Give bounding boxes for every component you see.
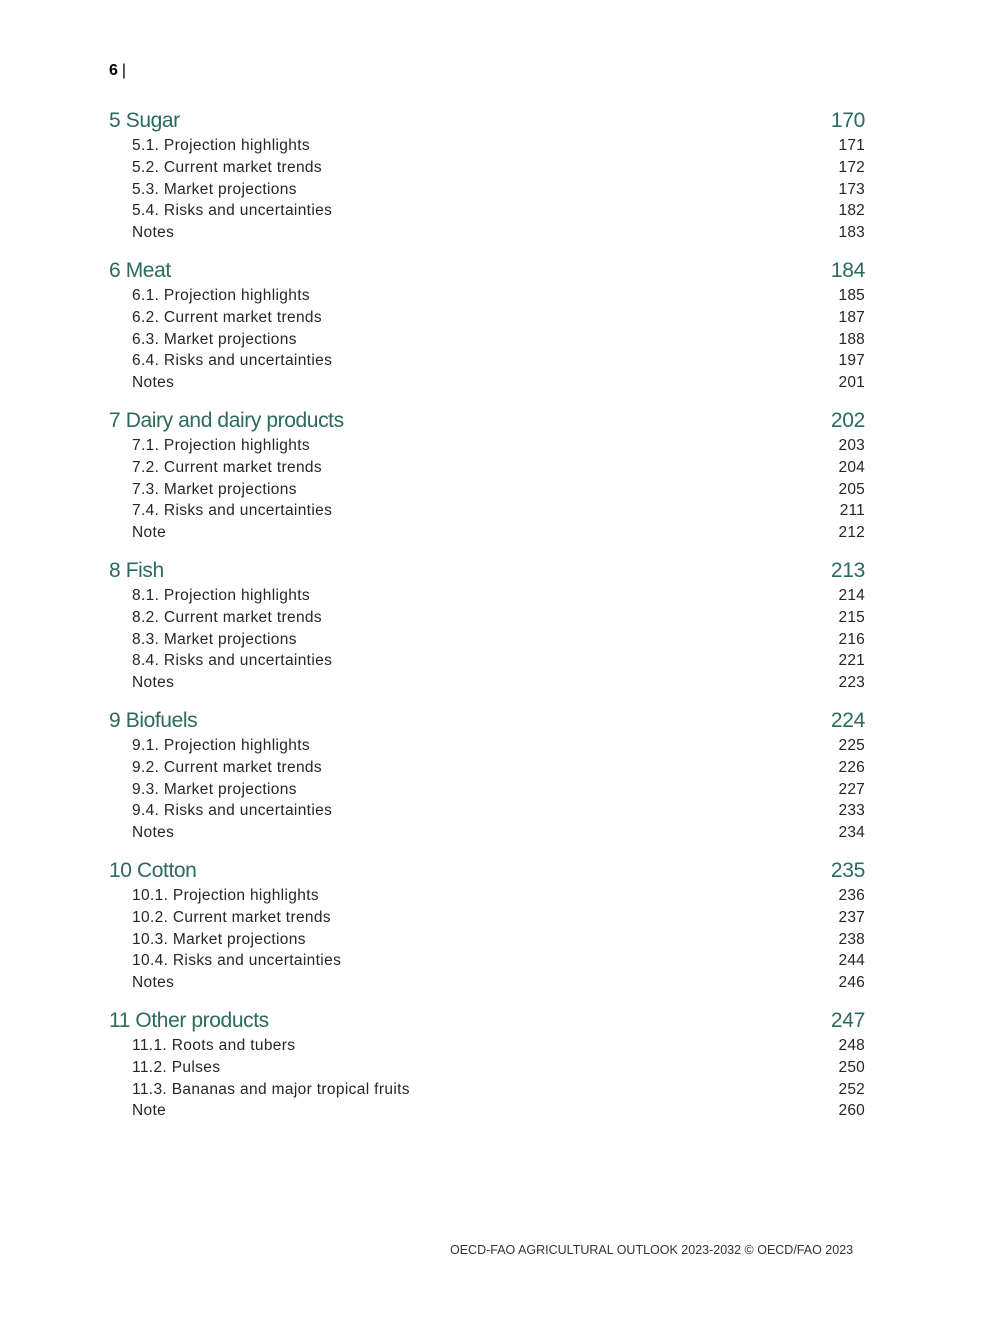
- chapter-heading[interactable]: [109, 106, 865, 135]
- toc-entry[interactable]: [109, 735, 865, 757]
- entry-label: Notes: [132, 374, 175, 392]
- entry-label: 10.4. Risks and uncertainties: [132, 952, 342, 970]
- entry-label: 7.4. Risks and uncertainties: [132, 502, 333, 520]
- toc-chapter: [109, 1006, 865, 1122]
- page-number-value: 6: [109, 62, 118, 79]
- entry-page-number: 221: [838, 652, 865, 670]
- chapter-title: 8 Fish: [109, 558, 164, 582]
- entry-label: Notes: [132, 224, 175, 242]
- entry-label: 6.4. Risks and uncertainties: [132, 352, 333, 370]
- toc-entry[interactable]: [109, 500, 865, 522]
- entry-label: 11.2. Pulses: [132, 1058, 221, 1076]
- entry-label: 10.2. Current market trends: [132, 908, 331, 926]
- entry-label: 8.4. Risks and uncertainties: [132, 652, 333, 670]
- toc-entry[interactable]: [109, 222, 865, 244]
- entry-page-number: 188: [838, 330, 865, 348]
- entry-label: 8.3. Market projections: [132, 630, 297, 648]
- page-footer: OECD-FAO AGRICULTURAL OUTLOOK 2023-2032 © OECD/FAO 2023: [450, 1243, 854, 1257]
- entry-page-number: 246: [838, 974, 865, 992]
- entry-label: Notes: [132, 974, 175, 992]
- entry-label: 5.4. Risks and uncertainties: [132, 202, 333, 220]
- chapter-page-number: 247: [830, 1008, 865, 1032]
- entry-label: 6.1. Projection highlights: [132, 286, 310, 304]
- toc-entry[interactable]: [109, 479, 865, 501]
- table-of-contents: [109, 106, 865, 1134]
- entry-label: 9.2. Current market trends: [132, 758, 323, 776]
- entry-page-number: 215: [838, 608, 865, 626]
- entry-page-number: 250: [838, 1058, 865, 1076]
- entry-page-number: 204: [838, 458, 865, 476]
- toc-entry[interactable]: [109, 1035, 865, 1057]
- page-number-separator: |: [121, 62, 127, 79]
- entry-label: 7.1. Projection highlights: [132, 436, 310, 454]
- entry-label: 5.1. Projection highlights: [132, 137, 310, 154]
- toc-entry[interactable]: [109, 435, 865, 457]
- chapter-page-number: 235: [830, 858, 865, 882]
- entry-page-number: 226: [838, 758, 865, 776]
- toc-entry[interactable]: [109, 629, 865, 651]
- entry-label: 7.2. Current market trends: [132, 458, 323, 476]
- chapter-title: 9 Biofuels: [109, 708, 198, 732]
- toc-entry[interactable]: [109, 929, 865, 951]
- entry-page-number: 172: [838, 158, 865, 176]
- toc-entry[interactable]: [109, 179, 865, 201]
- entry-label: 7.3. Market projections: [132, 480, 297, 498]
- entry-page-number: 205: [838, 480, 865, 498]
- entry-label: 10.1. Projection highlights: [132, 886, 319, 904]
- toc-entry[interactable]: [109, 157, 865, 179]
- entry-page-number: 214: [838, 586, 865, 604]
- entry-page-number: 236: [838, 886, 865, 904]
- chapter-title: 7 Dairy and dairy products: [109, 408, 344, 432]
- entry-page-number: 252: [838, 1080, 865, 1098]
- entry-page-number: 173: [838, 180, 865, 198]
- toc-entry[interactable]: [109, 907, 865, 929]
- chapter-heading[interactable]: [109, 706, 865, 735]
- entry-page-number: 185: [838, 286, 865, 304]
- entry-page-number: 225: [838, 736, 865, 754]
- toc-entry[interactable]: [109, 457, 865, 479]
- toc-entry[interactable]: [109, 1057, 865, 1079]
- toc-entry[interactable]: [109, 779, 865, 801]
- toc-chapter: [109, 856, 865, 994]
- entry-page-number: 260: [838, 1102, 865, 1120]
- chapter-heading[interactable]: [109, 556, 865, 585]
- toc-entry[interactable]: [109, 757, 865, 779]
- toc-entry[interactable]: [109, 800, 865, 822]
- toc-entry[interactable]: [109, 672, 865, 694]
- entry-label: 8.1. Projection highlights: [132, 586, 310, 604]
- chapter-title: 5 Sugar: [109, 109, 180, 132]
- entry-label: 9.1. Projection highlights: [132, 736, 310, 754]
- page-number: [109, 62, 126, 80]
- entry-label: Note: [132, 1102, 167, 1120]
- toc-chapter: [109, 406, 865, 544]
- chapter-title: 11 Other products: [109, 1008, 269, 1032]
- entry-page-number: 203: [838, 436, 865, 454]
- chapter-title: 6 Meat: [109, 258, 171, 282]
- entry-label: 8.2. Current market trends: [132, 608, 323, 626]
- toc-entry[interactable]: [109, 522, 865, 544]
- chapter-page-number: 202: [830, 408, 865, 432]
- entry-page-number: 244: [838, 952, 865, 970]
- entry-page-number: 212: [838, 524, 865, 542]
- entry-page-number: 187: [838, 308, 865, 326]
- entry-label: 6.3. Market projections: [132, 330, 297, 348]
- entry-page-number: 216: [838, 630, 865, 648]
- entry-label: 6.2. Current market trends: [132, 308, 323, 326]
- toc-entry[interactable]: [109, 329, 865, 351]
- entry-label: 5.3. Market projections: [132, 180, 297, 198]
- entry-label: 10.3. Market projections: [132, 930, 306, 948]
- chapter-page-number: 213: [830, 558, 865, 582]
- toc-entry[interactable]: [109, 650, 865, 672]
- toc-chapter: [109, 106, 865, 244]
- entry-page-number: 182: [838, 202, 865, 220]
- entry-page-number: 227: [838, 780, 865, 798]
- entry-page-number: 238: [838, 930, 865, 948]
- chapter-page-number: 170: [830, 109, 865, 132]
- toc-entry[interactable]: [109, 135, 865, 157]
- toc-entry[interactable]: [109, 822, 865, 844]
- entry-label: Note: [132, 524, 167, 542]
- chapter-heading[interactable]: [109, 406, 865, 435]
- toc-entry[interactable]: [109, 307, 865, 329]
- entry-label: 9.3. Market projections: [132, 780, 297, 798]
- chapter-heading[interactable]: [109, 1006, 865, 1035]
- toc-entry[interactable]: [109, 607, 865, 629]
- chapter-page-number: 184: [830, 258, 865, 282]
- entry-page-number: 201: [838, 374, 865, 392]
- entry-label: 11.1. Roots and tubers: [132, 1036, 296, 1054]
- toc-entry[interactable]: [109, 950, 865, 972]
- entry-page-number: 234: [838, 824, 865, 842]
- entry-label: Notes: [132, 674, 175, 692]
- toc-entry[interactable]: [109, 350, 865, 372]
- entry-page-number: 183: [838, 224, 865, 242]
- entry-page-number: 171: [838, 137, 865, 154]
- toc-entry[interactable]: [109, 1079, 865, 1101]
- chapter-heading[interactable]: [109, 256, 865, 285]
- toc-entry[interactable]: [109, 972, 865, 994]
- chapter-title: 10 Cotton: [109, 858, 197, 882]
- toc-entry[interactable]: [109, 372, 865, 394]
- entry-page-number: 237: [838, 908, 865, 926]
- chapter-page-number: 224: [830, 708, 865, 732]
- toc-entry[interactable]: [109, 285, 865, 307]
- toc-chapter: [109, 706, 865, 844]
- chapter-heading[interactable]: [109, 856, 865, 885]
- entry-page-number: 211: [839, 502, 865, 520]
- toc-entry[interactable]: [109, 1100, 865, 1122]
- entry-page-number: 197: [838, 352, 865, 370]
- entry-page-number: 248: [838, 1036, 865, 1054]
- toc-entry[interactable]: [109, 885, 865, 907]
- entry-page-number: 223: [838, 674, 865, 692]
- entry-label: 9.4. Risks and uncertainties: [132, 802, 333, 820]
- entry-page-number: 233: [838, 802, 865, 820]
- entry-label: 5.2. Current market trends: [132, 158, 323, 176]
- toc-chapter: [109, 256, 865, 394]
- toc-entry[interactable]: [109, 585, 865, 607]
- toc-entry[interactable]: [109, 200, 865, 222]
- toc-chapter: [109, 556, 865, 694]
- entry-label: Notes: [132, 824, 175, 842]
- entry-label: 11.3. Bananas and major tropical fruits: [132, 1080, 410, 1098]
